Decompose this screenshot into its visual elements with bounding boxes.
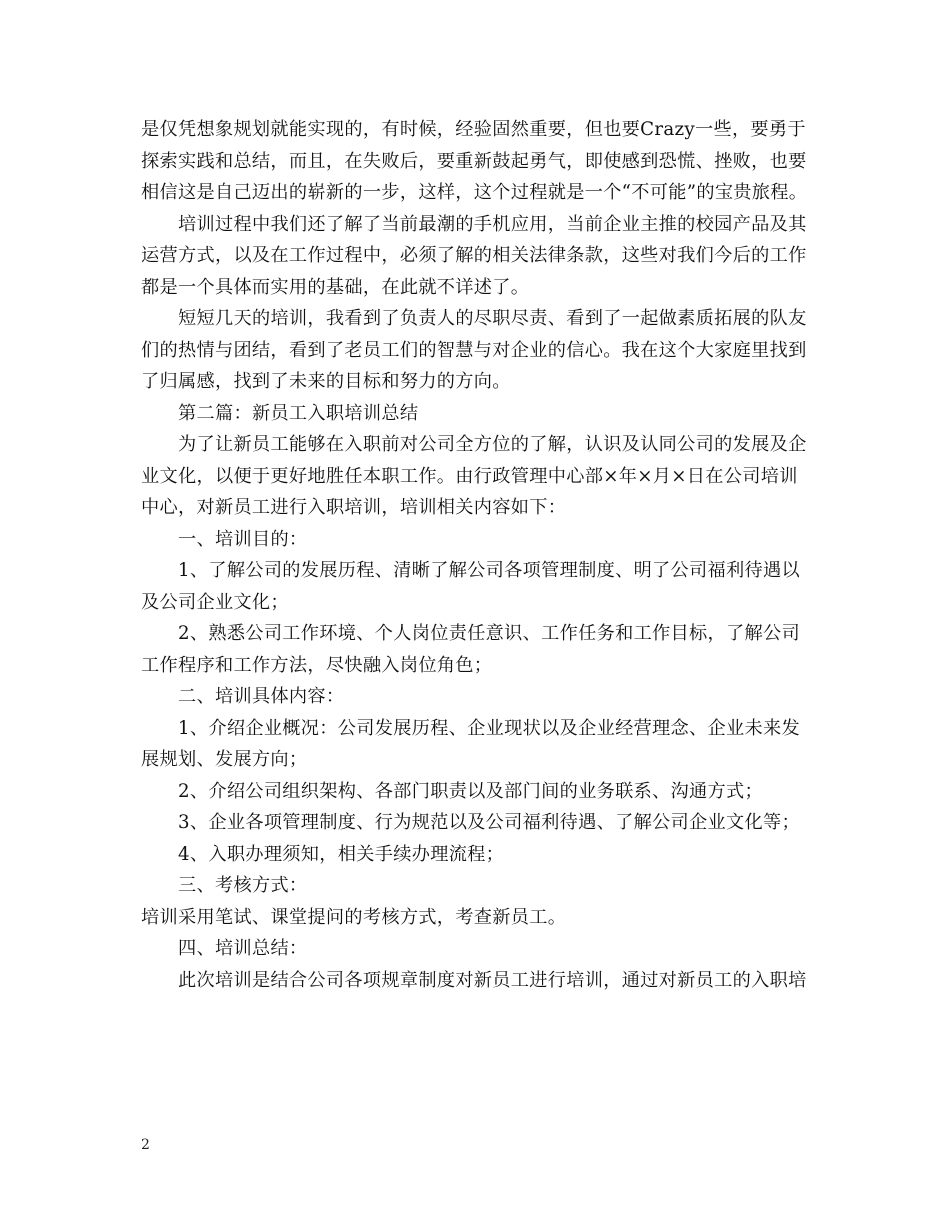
paragraph — [141, 713, 831, 776]
text-line: 业文化，以便于更好地胜任本职工作。由行政管理中心部×年×月×日在公司培训 — [141, 465, 798, 487]
text-line: 工作程序和工作方法，尽快融入岗位角色； — [141, 654, 493, 676]
paragraph — [141, 114, 831, 209]
text-line: 培训过程中我们还了解了当前最潮的手机应用，当前企业主推的校园产品及其 — [178, 213, 807, 235]
paragraph — [141, 807, 831, 839]
paragraph — [141, 618, 831, 681]
paragraph — [141, 870, 831, 902]
paragraph — [141, 933, 831, 965]
paragraph — [141, 965, 831, 997]
text-line: 此次培训是结合公司各项规章制度对新员工进行培训，通过对新员工的入职培 — [178, 969, 807, 991]
paragraph — [141, 524, 831, 556]
paragraph — [141, 681, 831, 713]
text-line: 运营方式，以及在工作过程中，必须了解的相关法律条款，这些对我们今后的工作 — [141, 245, 807, 266]
text-line: 二、培训具体内容： — [178, 686, 345, 707]
paragraph — [141, 839, 831, 871]
text-line: 2、熟悉公司工作环境、个人岗位责任意识、工作任务和工作目标，了解公司 — [178, 623, 800, 644]
text-line: 是仅凭想象规划就能实现的，有时候，经验固然重要，但也要Crazy一些，要勇于 — [141, 119, 806, 140]
text-line: 为了让新员工能够在入职前对公司全方位的了解，认识及认同公司的发展及企 — [178, 434, 807, 455]
page-number: 2 — [141, 1137, 150, 1153]
paragraph — [141, 555, 831, 618]
text-line: 3、企业各项管理制度、行为规范以及公司福利待遇、了解公司企业文化等； — [178, 812, 800, 833]
text-line: 相信这是自己迈出的崭新的一步，这样，这个过程就是一个“不可能”的宝贵旅程。 — [141, 182, 808, 203]
text-line: 短短几天的培训，我看到了负责人的尽职尽责、看到了一起做素质拓展的队友 — [178, 308, 807, 329]
document-body — [141, 114, 831, 996]
paragraph — [141, 398, 831, 430]
text-line: 四、培训总结： — [178, 938, 308, 959]
text-line: 展规划、发展方向； — [141, 749, 308, 770]
text-line: 一、培训目的： — [178, 528, 308, 550]
text-line: 1、了解公司的发展历程、清晰了解公司各项管理制度、明了公司福利待遇以 — [178, 560, 800, 581]
text-line: 1、介绍企业概况：公司发展历程、企业现状以及企业经营理念、企业未来发 — [178, 717, 800, 739]
text-line: 2、介绍公司组织架构、各部门职责以及部门间的业务联系、沟通方式； — [178, 780, 763, 802]
text-line: 们的热情与团结，看到了老员工们的智慧与对企业的信心。我在这个大家庭里找到 — [141, 339, 807, 361]
text-line: 中心，对新员工进行入职培训，培训相关内容如下： — [141, 497, 567, 518]
text-line: 第二篇：新员工入职培训总结 — [178, 402, 419, 424]
paragraph — [141, 209, 831, 304]
text-line: 及公司企业文化； — [141, 591, 289, 613]
paragraph — [141, 303, 831, 398]
text-line: 三、考核方式： — [178, 875, 308, 896]
paragraph — [141, 776, 831, 808]
text-line: 了归属感，找到了未来的目标和努力的方向。 — [141, 371, 511, 392]
text-line: 培训采用笔试、课堂提问的考核方式，考查新员工。 — [141, 906, 567, 928]
text-line: 4、入职办理须知，相关手续办理流程； — [178, 843, 505, 865]
paragraph — [141, 429, 831, 524]
text-line: 都是一个具体而实用的基础，在此就不详述了。 — [141, 276, 530, 298]
paragraph — [141, 902, 831, 934]
text-line: 探索实践和总结，而且，在失败后，要重新鼓起勇气，即使感到恐慌、挫败，也要 — [141, 150, 807, 172]
